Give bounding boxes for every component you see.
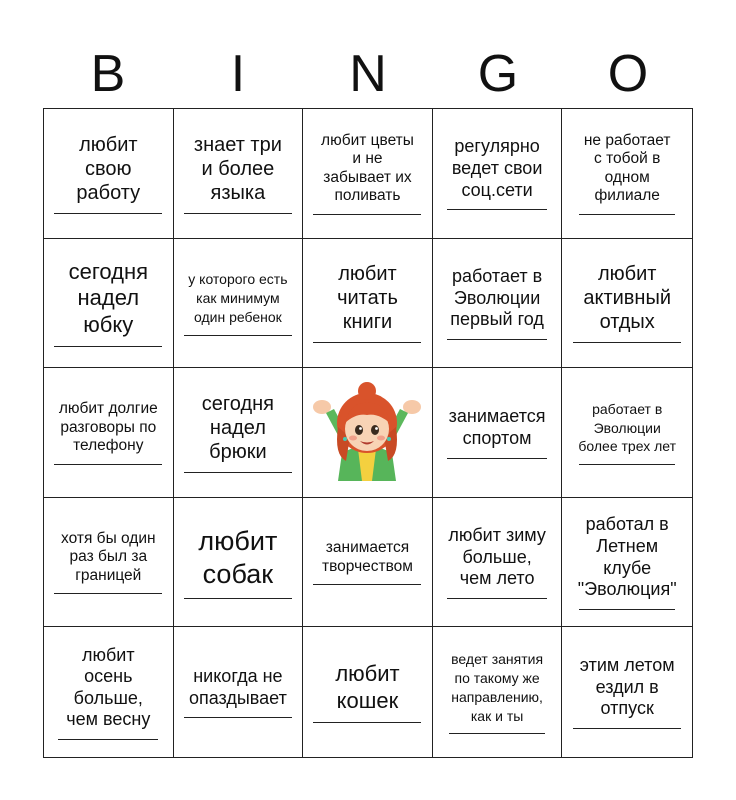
signature-line [54,464,162,465]
bingo-cell[interactable] [174,498,304,628]
cell-text: любит свою работу [76,133,141,204]
signature-line [313,342,421,343]
cell-text: любит собак [198,526,278,589]
bingo-cell[interactable] [433,239,563,369]
signature-line [54,593,162,594]
cell-text: работал в Летнем клубе "Эволюция" [577,514,677,600]
signature-line [447,209,547,210]
bingo-cell[interactable] [433,368,563,498]
bingo-cell[interactable] [433,109,563,239]
cell-text: занимается спортом [448,406,546,448]
free-space-cell[interactable] [303,368,433,498]
cell-text: работает в Эволюции более трех лет [578,400,676,455]
signature-line [313,584,421,585]
header-letter-o: O [607,45,649,103]
bingo-cell[interactable] [174,109,304,239]
signature-line [447,458,547,459]
bingo-cell[interactable] [44,239,174,369]
bingo-cell[interactable] [433,627,563,757]
cartoon-girl-icon [306,377,428,487]
bingo-cell[interactable] [174,239,304,369]
bingo-cell[interactable] [303,239,433,369]
signature-line [579,464,675,465]
bingo-cell[interactable] [562,368,692,498]
cell-text: любит читать книги [337,263,398,334]
bingo-cell[interactable] [303,498,433,628]
bingo-header [43,40,693,108]
bingo-cell[interactable] [44,109,174,239]
bingo-cell[interactable] [562,239,692,369]
cell-text: любит осень больше, чем весну [66,644,151,730]
bingo-cell[interactable] [433,498,563,628]
signature-line [579,609,675,610]
cell-text: любит активный отдых [583,263,672,334]
cell-text: занимается творчеством [322,539,413,575]
cell-text: любит кошек [335,661,400,713]
header-letter-b: B [90,45,126,103]
cell-text: этим летом ездил в отпуск [579,655,675,719]
bingo-cell[interactable] [562,627,692,757]
bingo-cell[interactable] [303,109,433,239]
signature-line [184,472,292,473]
signature-line [313,722,421,723]
signature-line [58,739,158,740]
cell-text: любит долгие разговоры по телефону [58,400,158,455]
signature-line [579,214,675,215]
cell-text: хотя бы один раз был за границей [61,529,156,584]
header-letter-n: N [349,45,387,103]
bingo-cell[interactable] [44,627,174,757]
signature-line [54,346,162,347]
bingo-cell[interactable] [562,109,692,239]
signature-line [184,335,292,336]
signature-line [447,598,547,599]
cell-text: знает три и более языка [193,133,282,204]
bingo-grid [43,108,693,758]
bingo-cell[interactable] [174,627,304,757]
header-letter-g: G [477,45,519,103]
cell-text: сегодня надел брюки [201,392,274,463]
cell-text: не работает с тобой в одном филиале [583,131,671,205]
signature-line [54,213,162,214]
bingo-cell[interactable] [562,498,692,628]
cell-text: любит зиму больше, чем лето [448,525,546,589]
signature-line [184,717,292,718]
signature-line [573,728,681,729]
header-letter-i: I [230,45,246,103]
bingo-cell[interactable] [44,498,174,628]
cell-text: сегодня надел юбку [68,258,149,337]
signature-line [447,339,547,340]
signature-line [184,213,292,214]
cell-text: работает в Эволюции первый год [450,266,544,330]
bingo-cell[interactable] [303,627,433,757]
bingo-cell[interactable] [174,368,304,498]
signature-line [449,733,545,734]
cell-text: любит цветы и не забывает их поливать [321,131,414,205]
cell-text: ведет занятия по такому же направлению, как и ты [451,650,544,724]
signature-line [184,598,292,599]
signature-line [313,214,421,215]
cell-text: у которого есть как минимум один ребенок [188,271,288,325]
cell-text: никогда не опаздывает [188,666,287,708]
bingo-cell[interactable] [44,368,174,498]
cell-text: регулярно ведет свои соц.сети [451,136,543,200]
signature-line [573,342,681,343]
